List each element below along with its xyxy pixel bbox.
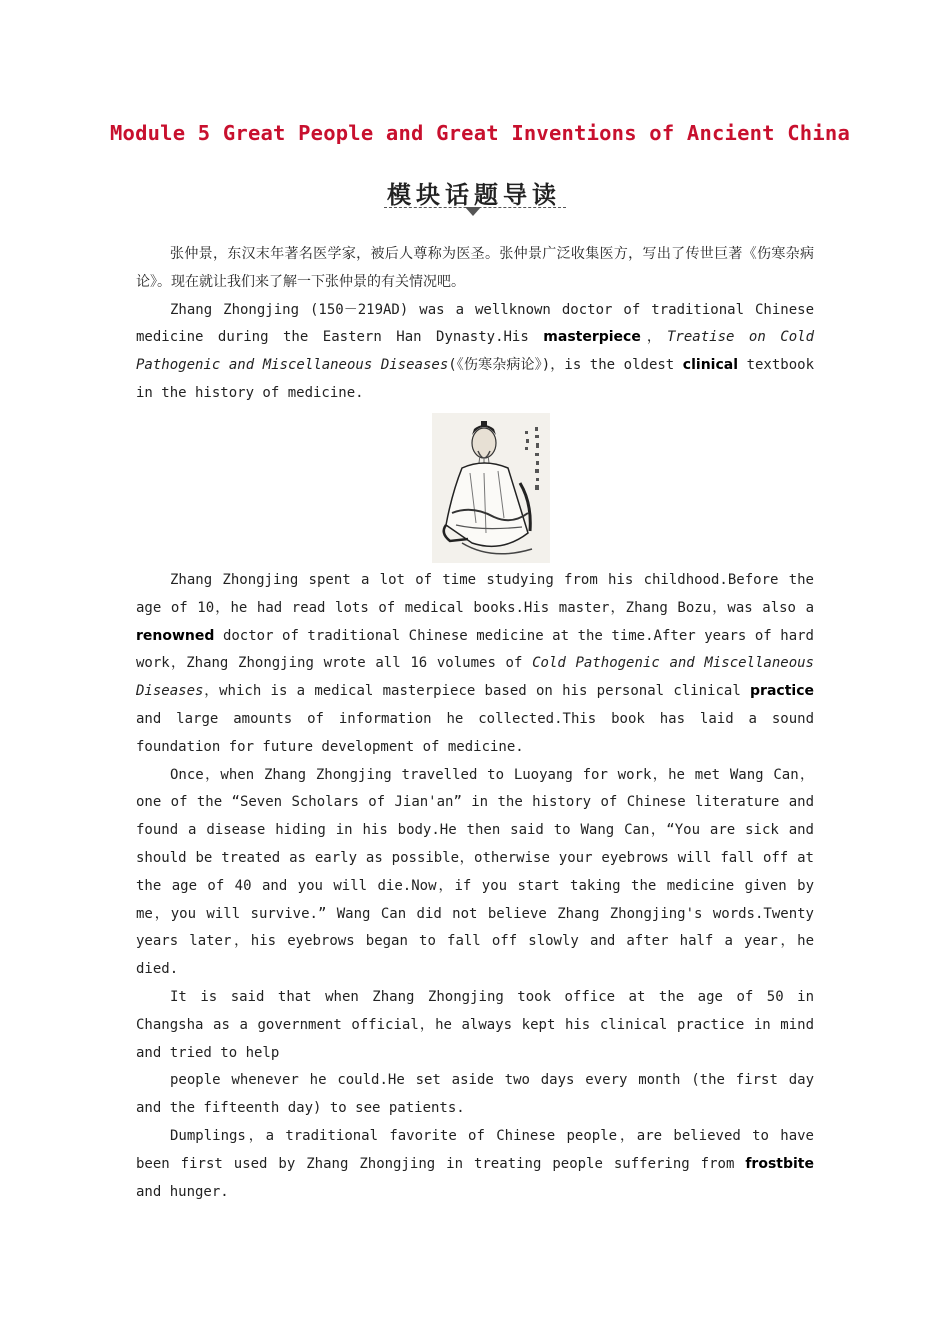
keyword-masterpiece: masterpiece — [543, 329, 641, 346]
paragraph-6 — [136, 1123, 814, 1206]
p6-text-c: and hunger. — [136, 1183, 229, 1200]
book-title-italic: Treatise on Cold Pathogenic and Miscellaneous Diseases — [136, 329, 814, 374]
paragraph-4: It is said that when Zhang Zhongjing took office at the age of 50 in Changsha as a government official，he always kept his clinical practice in mind and tried to help — [136, 988, 814, 1061]
p6-text-a: Dumplings，a traditional favorite of Chinese people，are believed to have been first used by Zhang Zhongjing in treating people suffering from — [136, 1127, 814, 1172]
section-heading: 模块话题导读 — [387, 181, 561, 209]
book-title-italic-2: Cold Pathogenic and Miscellaneous Diseases — [136, 655, 814, 700]
p2-text-a: Zhang Zhongjing spent a lot of time studying from his childhood.Before the age of 10，he had read lots of medical books.His master，Zhang Bozu，was also a — [136, 572, 814, 616]
p2-text-c: doctor of traditional Chinese medicine at the time.After years of hard work，Zhang Zhongjing wrote all 16 volumes of — [136, 627, 814, 672]
intro-paragraph-cn: 张仲景，东汉末年著名医学家，被后人尊称为医圣。张仲景广泛收集医方，写出了传世巨著《伤寒杂病论》。现在就让我们来了解一下张仲景的有关情况吧。 — [136, 246, 814, 290]
upper-text-block — [136, 241, 814, 408]
down-triangle-icon — [465, 207, 481, 216]
paragraph-5: people whenever he could.He set aside two days every month (the first day and the fifteenth day) to see patients. — [136, 1072, 814, 1117]
portrait-image — [432, 413, 550, 563]
ancient-scholar-portrait-icon — [432, 413, 550, 563]
p1-text-a: Zhang Zhongjing (150－219AD) was a wellknown doctor of traditional Chinese medicine during the Eastern Han Dynasty.His — [136, 301, 814, 346]
p2-text-e: ，which is a medical masterpiece based on his personal clinical — [203, 683, 751, 700]
p2-text-g: and large amounts of information he collected.This book has laid a sound foundation for future development of medicine. — [136, 710, 814, 755]
p1-text-e: (《伤寒杂病论》)，is the oldest — [448, 357, 683, 374]
keyword-renowned: renowned — [136, 627, 215, 644]
lower-text-block — [136, 567, 814, 1206]
module-title: Module 5 Great People and Great Inventions of Ancient China — [110, 121, 850, 145]
keyword-clinical: clinical — [682, 357, 739, 374]
keyword-practice: practice — [750, 683, 814, 700]
paragraph-2 — [136, 567, 814, 762]
p1-text-c: ， — [640, 329, 667, 346]
paragraph-3: Once，when Zhang Zhongjing travelled to Luoyang for work，he met Wang Can，one of the “Seven Scholars of Jian'an” in the history of Chinese literature and found a disease hiding in his body.He then said to Wang Can，“You are sick and should be treated as early as possible，otherwise your eyebrows will fall off at the age of 40 and you will die.Now，if you start taking the medicine given by me，you will survive.” Wang Can did not believe Zhang Zhongjing's words.Twenty years later，his eyebrows began to fall off slowly and after half a year，he died. — [136, 766, 814, 978]
p1-text-g: textbook in the history of medicine. — [136, 357, 815, 401]
keyword-frostbite: frostbite — [745, 1155, 814, 1172]
paragraph-1 — [136, 297, 814, 408]
